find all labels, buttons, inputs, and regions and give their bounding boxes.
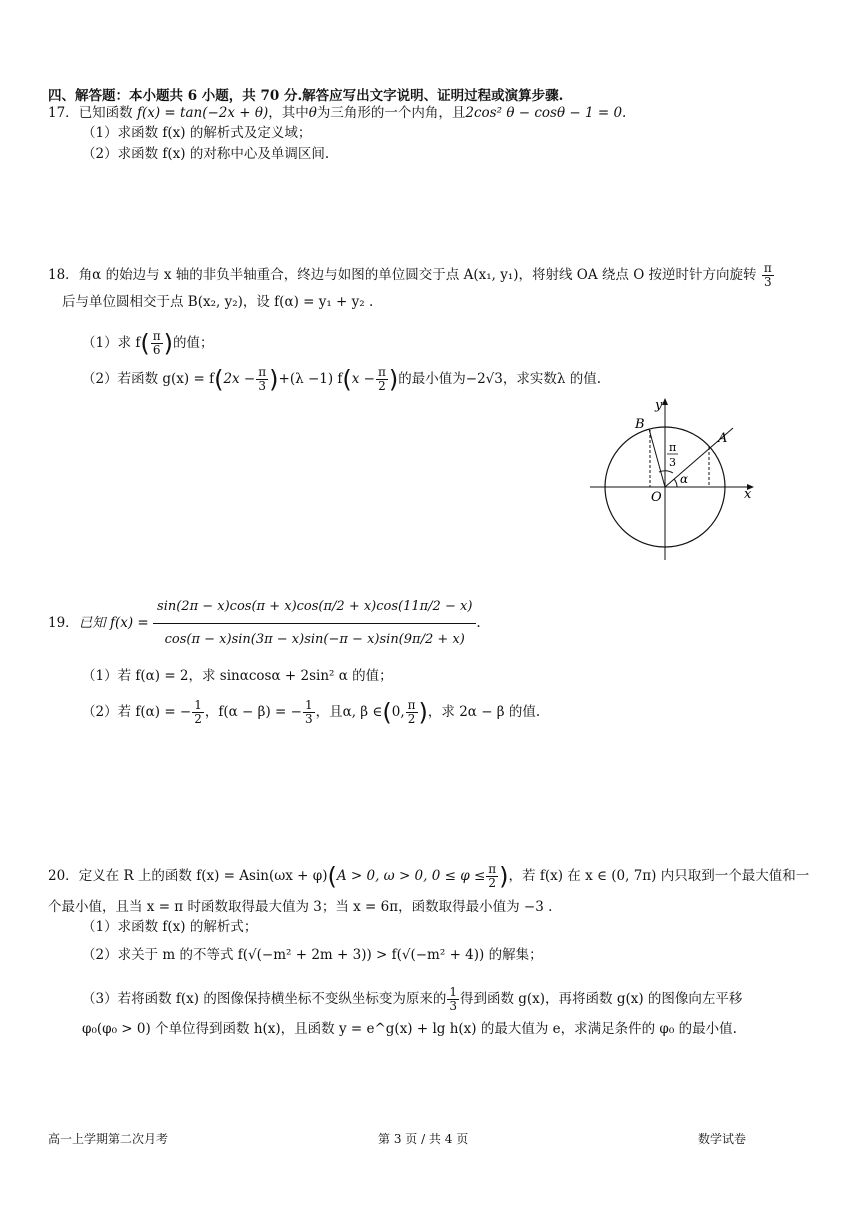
- q20-line2: 个最小值，且当 x = π 时函数取得最大值为 3；当 x = 6π，函数取得最小值为 −3 .: [48, 899, 553, 915]
- unit-circle-figure: [585, 395, 760, 565]
- q19-part1: （1）若 f(α) = 2，求 sinαcosα + 2sin² α 的值；: [82, 668, 393, 684]
- label-x: x: [744, 487, 752, 502]
- footer-left: 高一上学期第二次月考: [48, 1132, 169, 1146]
- q19-part2: （2）若 f(α) = − $\frac{1}{2}$ ，f(α − β) = − $\frac{1}{3}$ ，且α, β ∈(0, $\frac{\pi}{2}$ )，求 2α − β 的值.: [82, 698, 541, 727]
- q20-part1: （1）求函数 f(x) 的解析式；: [82, 919, 258, 935]
- label-alpha: α: [680, 472, 689, 486]
- q18-line2: 后与单位圆相交于点 B(x₂, y₂)，设 f(α) = y₁ + y₂ .: [62, 294, 374, 310]
- footer-page-number: 第 3 页 / 共 4 页: [378, 1132, 469, 1146]
- q20-part3: （3）若将函数 f(x) 的图像保持横坐标不变纵坐标变为原来的 $\frac{1}{3}$ 得到函数 g(x)，再将函数 g(x) 的图像向左平移: [82, 985, 743, 1013]
- label-y: y: [655, 398, 663, 413]
- q18-line1: 18．角α 的始边与 x 轴的非负半轴重合，终边与如图的单位圆交于点 A(x₁, y₁)，将射线 OA 绕点 O 按逆时针方向旋转 $\frac{\pi}{3}$: [48, 261, 772, 289]
- q17-stem: 17．已知函数 f(x) = tan(−2x + θ)，其中θ为三角形的一个内角，且2cos² θ − cosθ − 1 = 0.: [48, 105, 627, 121]
- label-b: B: [635, 417, 645, 432]
- q20-part2: （2）求关于 m 的不等式 f(√(−m² + 2m + 3)) > f(√(−m² + 4)) 的解集；: [82, 947, 543, 963]
- q18-part1: （1）求 f( $\frac{\pi}{6}$ )的值；: [82, 329, 214, 358]
- q19-stem: 19．已知 f(x) = $\frac{\sin(2\pi - x)\cos(\pi + x)\cos(\pi/2 + x)\cos(11\pi/2 - x)}{\cos(\pi - x)\sin(3\pi - x)\sin(-\pi - x)\sin(9\pi/2 + x)}$ .: [48, 585, 481, 661]
- footer-right: 数学试卷: [698, 1132, 747, 1146]
- label-three: 3: [669, 456, 676, 469]
- label-o: O: [651, 490, 662, 505]
- section-title: 四、解答题：本小题共 6 小题，共 70 分.解答应写出文字说明、证明过程或演算步骤.: [48, 88, 564, 104]
- alpha-arc: [674, 479, 677, 487]
- q17-part2: （2）求函数 f(x) 的对称中心及单调区间.: [82, 146, 330, 162]
- q17-part1: （1）求函数 f(x) 的解析式及定义域；: [82, 125, 312, 141]
- label-a: A: [718, 431, 728, 446]
- label-pi: π: [669, 441, 677, 454]
- q20-line1: 20．定义在 R 上的函数 f(x) = Asin(ωx + φ)(A > 0, ω > 0, 0 ≤ φ ≤ $\frac{\pi}{2}$ )，若 f(x) 在 x ∈ (0, 7π) 内只取到一个最大值和一: [48, 862, 810, 891]
- q18-part2: （2）若函数 g(x) = f(2x − $\frac{\pi}{3}$ )+(λ −1) f(x − $\frac{\pi}{2}$ )的最小值为−2√3，求实数λ 的值.: [82, 365, 601, 394]
- ray-ob: [649, 429, 665, 487]
- q20-part3-line2: φ₀(φ₀ > 0) 个单位得到函数 h(x)，且函数 y = e^g(x) + lg h(x) 的最大值为 e，求满足条件的 φ₀ 的最小值.: [82, 1021, 737, 1037]
